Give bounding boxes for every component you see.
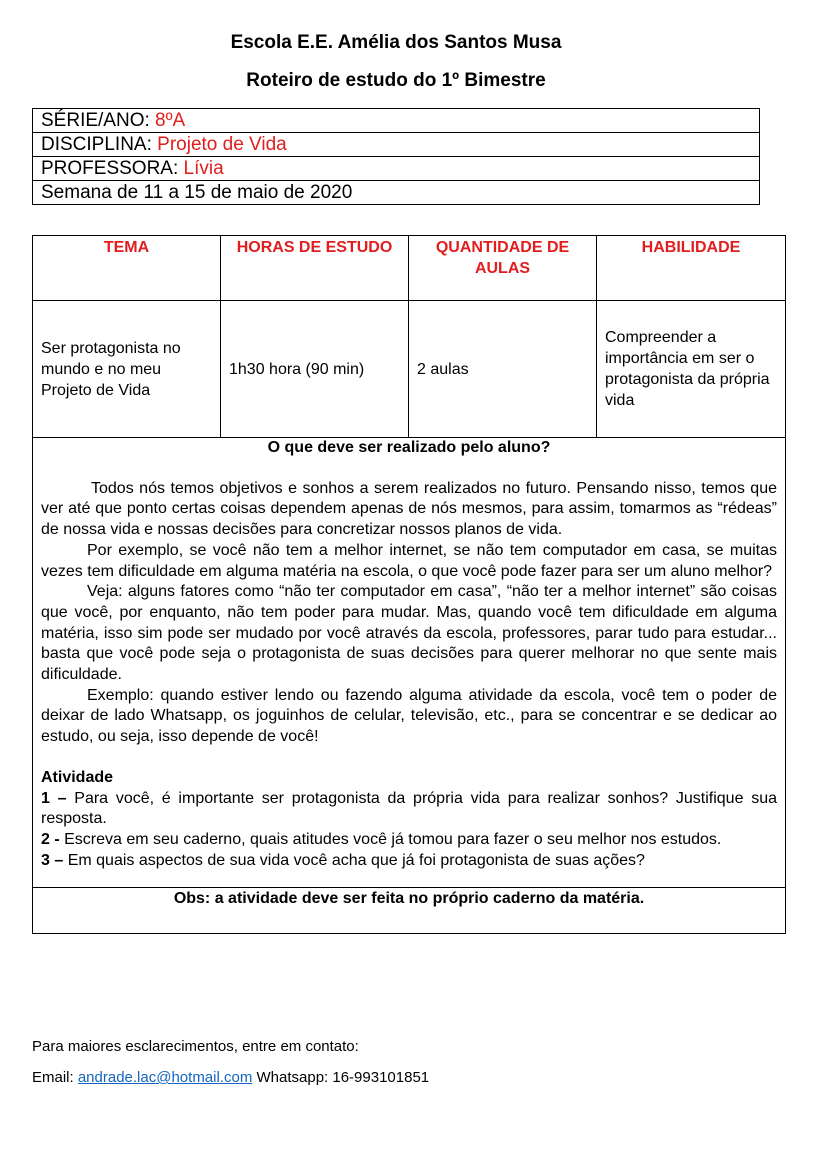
header-habilidade: HABILIDADE [597,236,786,301]
professora-row [33,157,760,181]
cell-aulas: 2 aulas [409,301,597,438]
header-quantidade: QUANTIDADE DE AULAS [409,236,597,301]
paragraph-2: Por exemplo, se você não tem a melhor internet, se não tem computador em casa, se muitas vezes tem dificuldade em alguma matéria na escola, o que você pode fazer para ser um aluno melhor? [41,541,777,580]
cell-horas: 1h30 hora (90 min) [221,301,409,438]
cell-tema: Ser protagonista no mundo e no meu Projeto de Vida [33,301,221,438]
serie-row [33,109,760,133]
semana-text: Semana de 11 a 15 de maio de 2020 [33,181,760,205]
disciplina-row [33,133,760,157]
disciplina-value: Projeto de Vida [157,134,287,155]
activity-3 [41,851,777,872]
paragraph-3: Veja: alguns fatores como “não ter computador em casa”, “não ter a melhor internet” são coisas que você, por enquanto, não tem poder para mudar. Mas, quando você tem dificuldade em alguma matéria, isso sim pode ser mudado por você através da escola, professores, parar tudo para estudar... basta que você pode seja o protagonista de suas decisões para querer melhorar no que sente mais dificuldade. [41,583,777,684]
school-name: Escola E.E. Amélia dos Santos Musa [230,32,562,53]
professora-label: PROFESSORA: [41,158,184,179]
activity-1 [41,789,777,830]
content-cell [33,438,786,888]
paragraph-1: Todos nós temos objetivos e sonhos a serem realizados no futuro. Pensando nisso, temos que ver até que ponto certas coisas dependem apenas de nós mesmos, para assim, tomarmos as “rédeas” de nossa vida e nossas decisões para concretizar nossos planos de vida. [41,479,777,539]
semana-row [33,181,760,205]
activity-1-number: 1 – [41,789,67,807]
serie-value: 8ºA [155,110,186,131]
activity-3-number: 3 – [41,851,64,869]
question-title: O que deve ser realizado pelo aluno? [267,439,551,456]
paragraph-4: Exemplo: quando estiver lendo ou fazendo alguma atividade da escola, você tem o poder de deixar de lado Whatsapp, os joguinhos de celular, televisão, etc., para se concentrar e se dedicar ao estudo, ou seja, isso depende de você! [41,686,777,746]
activity-title: Atividade [41,768,114,786]
content-row [33,438,786,888]
whatsapp-text: Whatsapp: 16-993101851 [252,1069,430,1086]
disciplina-label: DISCIPLINA: [41,134,158,155]
header-tema: TEMA [33,236,221,301]
professora-value: Lívia [183,158,224,179]
contact-intro: Para maiores esclarecimentos, entre em contato: [32,1038,359,1055]
cell-habilidade: Compreender a importância em ser o protagonista da própria vida [597,301,786,438]
info-table [32,108,760,205]
obs-note: Obs: a atividade deve ser feita no próprio caderno da matéria. [33,888,786,934]
header-horas: HORAS DE ESTUDO [221,236,409,301]
activity-2-text: Escreva em seu caderno, quais atitudes você já tomou para fazer o seu melhor nos estudos. [59,830,722,848]
activity-2 [41,830,777,851]
study-table [32,235,786,934]
contact-line [32,1069,429,1086]
obs-row [33,888,786,934]
email-label: Email: [32,1069,78,1086]
table-row [33,301,786,438]
activity-2-number: 2 - [41,830,60,848]
document-subtitle: Roteiro de estudo do 1º Bimestre [246,70,546,91]
email-link[interactable]: andrade.lac@hotmail.com [77,1069,253,1086]
activity-1-text: Para você, é importante ser protagonista da própria vida para realizar sonhos? Justifique sua resposta. [41,789,778,828]
serie-label: SÉRIE/ANO: [41,110,156,131]
header-row [33,236,786,301]
activity-3-text: Em quais aspectos de sua vida você acha que já foi protagonista de suas ações? [63,851,645,869]
